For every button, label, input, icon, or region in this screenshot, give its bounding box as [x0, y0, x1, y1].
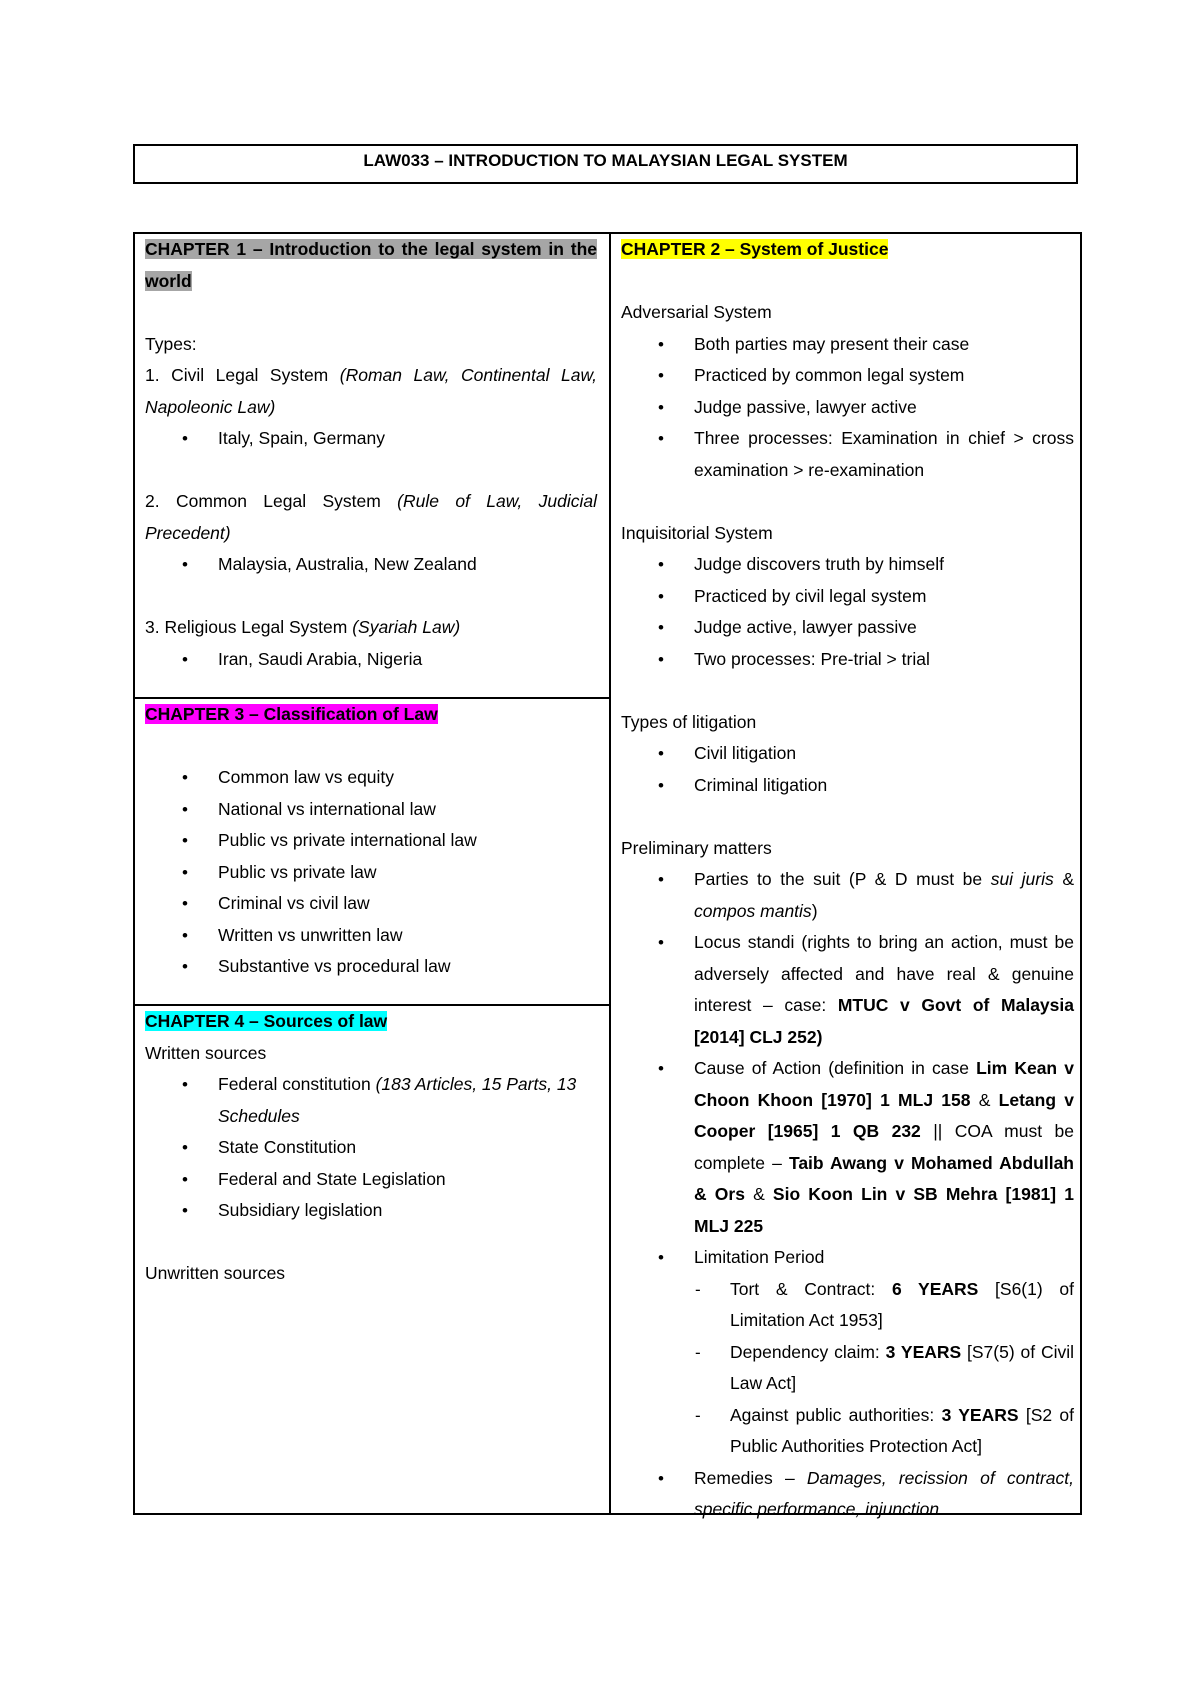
chapter-4-heading: CHAPTER 4 – Sources of law	[145, 1011, 388, 1031]
unwritten-sources-label: Unwritten sources	[145, 1263, 286, 1283]
list-item: • National vs international law	[145, 794, 597, 826]
list-item: • Judge active, lawyer passive	[621, 612, 1074, 644]
list-item: • State Constitution	[145, 1132, 597, 1164]
litigation-label: Types of litigation	[621, 711, 757, 732]
list-item: • Malaysia, Australia, New Zealand	[145, 549, 597, 581]
list-item: • Federal and State Legislation	[145, 1164, 597, 1196]
list-item: • Written vs unwritten law	[145, 920, 597, 952]
common-examples	[145, 549, 597, 581]
limitation-item: - Dependency claim: 3 YEARS [S7(5) of Civil Law Act]	[621, 1337, 1074, 1400]
adversarial-list	[621, 329, 1074, 487]
adversarial-label: Adversarial System	[621, 302, 772, 322]
preliminary-label: Preliminary matters	[621, 837, 772, 858]
list-item: • Remedies – Damages, recission of contract, specific performance, injunction	[621, 1463, 1074, 1526]
list-item: • Limitation Period	[621, 1242, 1074, 1274]
list-item: • Federal constitution (183 Articles, 15 Parts, 13 Schedules	[145, 1069, 597, 1132]
list-item: • Locus standi (rights to bring an action, must be adversely affected and have real & genuine interest – case: MTUC v Govt of Malaysia [2014] CLJ 252)	[621, 927, 1074, 1053]
list-item: • Subsidiary legislation	[145, 1195, 597, 1227]
list-item: • Iran, Saudi Arabia, Nigeria	[145, 644, 597, 676]
list-item: • Criminal litigation	[621, 770, 1074, 802]
classification-list	[145, 762, 597, 983]
list-item: • Common law vs equity	[145, 762, 597, 794]
common-legal-system: 2. Common Legal System (Rule of Law, Judicial Precedent)	[145, 491, 597, 543]
list-item: • Public vs private law	[145, 857, 597, 889]
chapter-1-heading: CHAPTER 1 – Introduction to the legal system in the world	[145, 239, 597, 291]
list-item: • Practiced by civil legal system	[621, 581, 1074, 613]
written-sources-list	[145, 1069, 597, 1227]
list-item: • Judge discovers truth by himself	[621, 549, 1074, 581]
inquisitorial-label: Inquisitorial System	[621, 522, 773, 543]
chapter-1-cell	[145, 234, 597, 675]
list-item: • Italy, Spain, Germany	[145, 423, 597, 455]
list-item: • Two processes: Pre-trial > trial	[621, 644, 1074, 676]
limitation-item: - Against public authorities: 3 YEARS [S2 of Public Authorities Protection Act]	[621, 1400, 1074, 1463]
religious-examples	[145, 644, 597, 676]
types-label: Types:	[145, 333, 197, 354]
inquisitorial-list	[621, 549, 1074, 675]
limitation-item: - Tort & Contract: 6 YEARS [S6(1) of Limitation Act 1953]	[621, 1274, 1074, 1337]
preliminary-list	[621, 864, 1074, 1526]
list-item: • Criminal vs civil law	[145, 888, 597, 920]
list-item: • Civil litigation	[621, 738, 1074, 770]
civil-legal-system: 1. Civil Legal System (Roman Law, Continental Law, Napoleonic Law)	[145, 365, 597, 417]
document-title: LAW033 – INTRODUCTION TO MALAYSIAN LEGAL SYSTEM	[133, 144, 1078, 184]
list-item: • Practiced by common legal system	[621, 360, 1074, 392]
chapter-3-cell	[145, 699, 597, 983]
civil-examples	[145, 423, 597, 455]
list-item: • Parties to the suit (P & D must be sui juris & compos mantis)	[621, 864, 1074, 927]
chapter-2-cell	[621, 234, 1074, 1526]
litigation-list	[621, 738, 1074, 801]
written-sources-label: Written sources	[145, 1042, 267, 1063]
list-item: • Both parties may present their case	[621, 329, 1074, 361]
column-divider	[609, 234, 611, 1513]
chapter-4-cell	[145, 1006, 597, 1290]
list-item: • Public vs private international law	[145, 825, 597, 857]
chapter-2-heading: CHAPTER 2 – System of Justice	[621, 239, 889, 259]
list-item: • Substantive vs procedural law	[145, 951, 597, 983]
religious-legal-system: 3. Religious Legal System (Syariah Law)	[145, 617, 461, 637]
list-item: • Three processes: Examination in chief > cross examination > re-examination	[621, 423, 1074, 486]
list-item: • Judge passive, lawyer active	[621, 392, 1074, 424]
list-item: • Cause of Action (definition in case Lim Kean v Choon Khoon [1970] 1 MLJ 158 & Letang v Cooper [1965] 1 QB 232 || COA must be complete – Taib Awang v Mohamed Abdullah & Ors & Sio Koon Lin v SB Mehra [1981] 1 MLJ 225	[621, 1053, 1074, 1242]
chapters-table	[133, 232, 1082, 1519]
chapter-3-heading: CHAPTER 3 – Classification of Law	[145, 704, 438, 724]
